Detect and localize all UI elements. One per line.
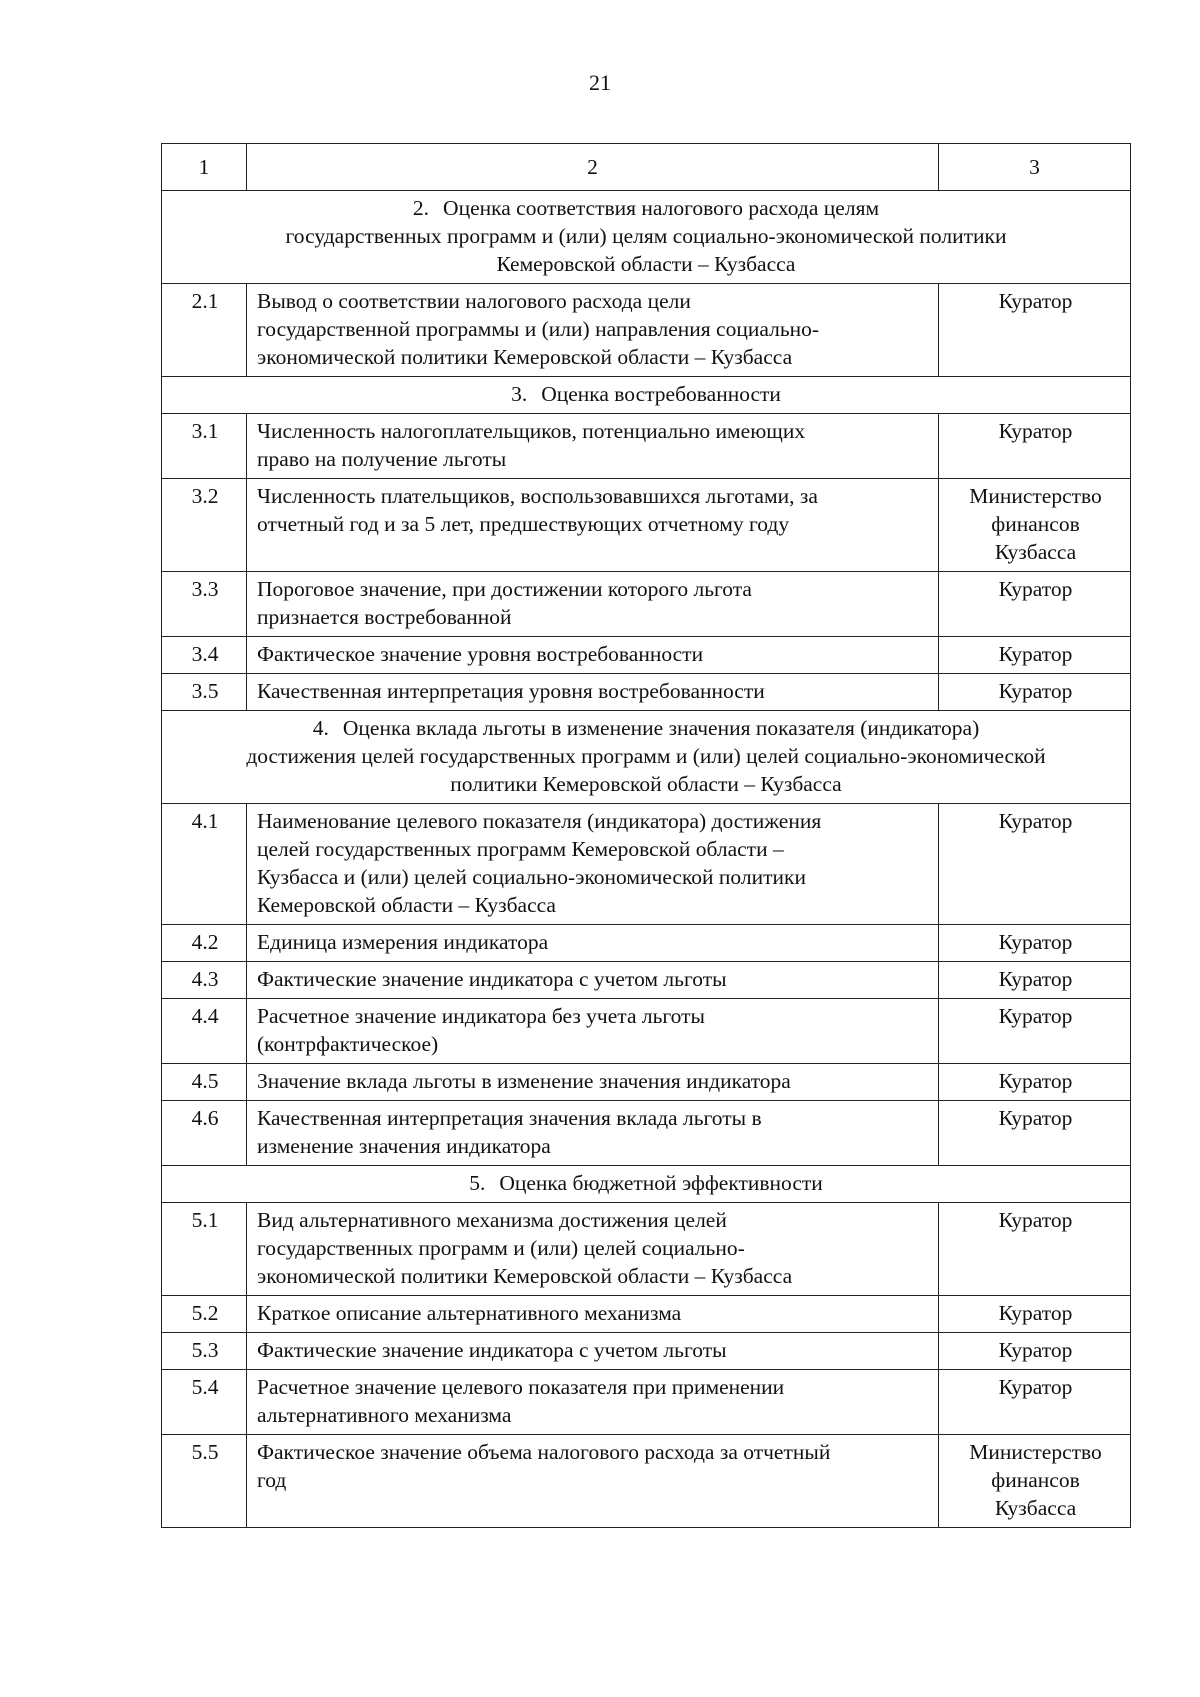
row-number: 3.3 <box>162 572 247 637</box>
row-responsible-line: Куратор <box>998 1301 1073 1325</box>
table-row <box>162 999 1131 1064</box>
row-description-line: Расчетное значение целевого показателя при применении <box>257 1375 785 1399</box>
table-body <box>162 144 1131 1528</box>
table-row <box>162 1435 1131 1528</box>
row-responsible <box>939 1435 1131 1528</box>
row-description <box>247 1101 939 1166</box>
row-description <box>247 479 939 572</box>
row-description-line: Фактические значение индикатора с учетом льготы <box>257 967 727 991</box>
section-title-text: Оценка вклада льготы в изменение значения показателя (индикатора) <box>342 716 980 740</box>
row-description-line: альтернативного механизма <box>257 1403 512 1427</box>
table-row <box>162 962 1131 999</box>
row-description-line: отчетный год и за 5 лет, предшествующих отчетному году <box>257 512 790 536</box>
row-description-line: Фактические значение индикатора с учетом льготы <box>257 1338 727 1362</box>
row-description-line: Фактическое значение уровня востребованности <box>257 642 704 666</box>
row-description <box>247 1296 939 1333</box>
section-title-text: Оценка соответствия налогового расхода целям <box>443 196 880 220</box>
section-title-text: Оценка востребованности <box>541 382 781 406</box>
section-title-text: политики Кемеровской области – Кузбасса <box>450 772 842 796</box>
row-description-line: Расчетное значение индикатора без учета льготы <box>257 1004 705 1028</box>
row-description-line: Качественная интерпретация значения вклада льготы в <box>257 1106 762 1130</box>
row-description-line: Численность налогоплательщиков, потенциально имеющих <box>257 419 806 443</box>
row-number: 4.3 <box>162 962 247 999</box>
table-row <box>162 1296 1131 1333</box>
row-responsible-line: Куратор <box>998 930 1073 954</box>
row-responsible <box>939 1203 1131 1296</box>
section-title-line <box>172 742 1120 770</box>
row-number: 4.5 <box>162 1064 247 1101</box>
table-row <box>162 925 1131 962</box>
row-description-line: государственных программ и (или) целей социально- <box>257 1236 745 1260</box>
row-responsible <box>939 1101 1131 1166</box>
section-title-text: государственных программ и (или) целям социально-экономической политики <box>285 224 1007 248</box>
row-description <box>247 1064 939 1101</box>
row-responsible-line: Куратор <box>998 1338 1073 1362</box>
row-description <box>247 804 939 925</box>
row-responsible <box>939 284 1131 377</box>
table-row <box>162 1203 1131 1296</box>
row-responsible-line: Куратор <box>998 1106 1073 1130</box>
row-responsible-line: Куратор <box>998 1375 1073 1399</box>
row-number: 4.6 <box>162 1101 247 1166</box>
row-responsible-line: Кузбасса <box>994 1496 1077 1520</box>
row-responsible <box>939 804 1131 925</box>
section-title-line <box>172 380 1120 408</box>
row-description-line: Кемеровской области – Кузбасса <box>257 893 556 917</box>
section-title-cell <box>162 711 1131 804</box>
section-title-line <box>172 222 1120 250</box>
row-number: 4.1 <box>162 804 247 925</box>
row-responsible <box>939 572 1131 637</box>
row-responsible <box>939 962 1131 999</box>
table-row <box>162 572 1131 637</box>
row-responsible-line: Кузбасса <box>994 540 1077 564</box>
row-description-line: экономической политики Кемеровской области – Кузбасса <box>257 345 793 369</box>
row-description <box>247 637 939 674</box>
header-cell-3: 3 <box>939 144 1131 191</box>
row-responsible-line: Куратор <box>998 967 1073 991</box>
section-title-text: Оценка бюджетной эффективности <box>499 1171 823 1195</box>
table-row <box>162 1064 1131 1101</box>
table-row <box>162 479 1131 572</box>
row-number: 5.2 <box>162 1296 247 1333</box>
row-description-line: Фактическое значение объема налогового расхода за отчетный <box>257 1440 831 1464</box>
row-description-line: право на получение льготы <box>257 447 507 471</box>
row-description <box>247 962 939 999</box>
row-number: 3.5 <box>162 674 247 711</box>
row-description <box>247 925 939 962</box>
row-description-line: целей государственных программ Кемеровской области – <box>257 837 784 861</box>
table-row <box>162 674 1131 711</box>
row-description-line: государственной программы и (или) направления социально- <box>257 317 820 341</box>
table-row <box>162 804 1131 925</box>
table-row <box>162 284 1131 377</box>
section-title-cell <box>162 377 1131 414</box>
row-responsible <box>939 1296 1131 1333</box>
row-number: 5.3 <box>162 1333 247 1370</box>
row-description-line: Качественная интерпретация уровня востребованности <box>257 679 765 703</box>
row-responsible-line: Куратор <box>998 642 1073 666</box>
row-description <box>247 1370 939 1435</box>
row-responsible-line: Министерство <box>969 484 1102 508</box>
section-row <box>162 711 1131 804</box>
table-header-row <box>162 144 1131 191</box>
row-description <box>247 414 939 479</box>
row-description-line: Пороговое значение, при достижении которого льгота <box>257 577 752 601</box>
table-row <box>162 1370 1131 1435</box>
row-responsible <box>939 1333 1131 1370</box>
table-row <box>162 1333 1131 1370</box>
row-responsible-line: Куратор <box>998 1004 1073 1028</box>
row-description <box>247 1333 939 1370</box>
row-number: 4.4 <box>162 999 247 1064</box>
row-number: 2.1 <box>162 284 247 377</box>
row-responsible <box>939 1370 1131 1435</box>
row-responsible-line: Куратор <box>998 577 1073 601</box>
row-description-line: экономической политики Кемеровской области – Кузбасса <box>257 1264 793 1288</box>
row-number: 5.4 <box>162 1370 247 1435</box>
row-description-line: признается востребованной <box>257 605 512 629</box>
header-cell-1: 1 <box>162 144 247 191</box>
row-description-line: год <box>257 1468 287 1492</box>
row-responsible-line: Министерство <box>969 1440 1102 1464</box>
section-title-line <box>172 194 1120 222</box>
row-responsible <box>939 674 1131 711</box>
row-description-line: Наименование целевого показателя (индикатора) достижения <box>257 809 822 833</box>
evaluation-table <box>161 143 1131 1528</box>
section-title-line <box>172 714 1120 742</box>
row-responsible <box>939 414 1131 479</box>
section-title-cell <box>162 191 1131 284</box>
row-responsible <box>939 925 1131 962</box>
page-number: 21 <box>589 70 611 95</box>
row-number: 3.2 <box>162 479 247 572</box>
row-responsible-line: Куратор <box>998 1069 1073 1093</box>
row-responsible-line: Куратор <box>998 289 1073 313</box>
section-title-line <box>172 250 1120 278</box>
row-description <box>247 1435 939 1528</box>
section-number: 3. <box>511 382 528 406</box>
row-description-line: Вид альтернативного механизма достижения целей <box>257 1208 727 1232</box>
row-responsible <box>939 1064 1131 1101</box>
row-number: 5.1 <box>162 1203 247 1296</box>
row-description <box>247 1203 939 1296</box>
row-responsible-line: финансов <box>991 1468 1080 1492</box>
section-number: 5. <box>469 1171 486 1195</box>
section-title-line <box>172 1169 1120 1197</box>
section-row <box>162 1166 1131 1203</box>
section-title-text: достижения целей государственных программ и (или) целей социально-экономической <box>246 744 1046 768</box>
section-title-text: Кемеровской области – Кузбасса <box>496 252 796 276</box>
row-description-line: Значение вклада льготы в изменение значения индикатора <box>257 1069 791 1093</box>
row-description-line: изменение значения индикатора <box>257 1134 551 1158</box>
row-responsible-line: Куратор <box>998 1208 1073 1232</box>
row-responsible <box>939 999 1131 1064</box>
table-row <box>162 414 1131 479</box>
row-responsible-line: Куратор <box>998 679 1073 703</box>
row-description-line: Кузбасса и (или) целей социально-экономической политики <box>257 865 806 889</box>
row-description-line: (контрфактическое) <box>257 1032 439 1056</box>
section-title-cell <box>162 1166 1131 1203</box>
row-description-line: Единица измерения индикатора <box>257 930 549 954</box>
row-responsible <box>939 637 1131 674</box>
section-number: 4. <box>312 716 329 740</box>
header-cell-2: 2 <box>247 144 939 191</box>
row-number: 3.1 <box>162 414 247 479</box>
row-responsible-line: Куратор <box>998 419 1073 443</box>
row-number: 3.4 <box>162 637 247 674</box>
row-description <box>247 572 939 637</box>
table-row <box>162 637 1131 674</box>
row-number: 5.5 <box>162 1435 247 1528</box>
row-description-line: Вывод о соответствии налогового расхода цели <box>257 289 691 313</box>
section-title-line <box>172 770 1120 798</box>
section-number: 2. <box>412 196 430 220</box>
row-description <box>247 999 939 1064</box>
row-description-line: Численность плательщиков, воспользовавшихся льготами, за <box>257 484 818 508</box>
row-description <box>247 674 939 711</box>
section-row <box>162 377 1131 414</box>
row-description-line: Краткое описание альтернативного механизма <box>257 1301 682 1325</box>
row-description <box>247 284 939 377</box>
row-number: 4.2 <box>162 925 247 962</box>
row-responsible-line: финансов <box>991 512 1080 536</box>
row-responsible-line: Куратор <box>998 809 1073 833</box>
section-row <box>162 191 1131 284</box>
table-row <box>162 1101 1131 1166</box>
row-responsible <box>939 479 1131 572</box>
